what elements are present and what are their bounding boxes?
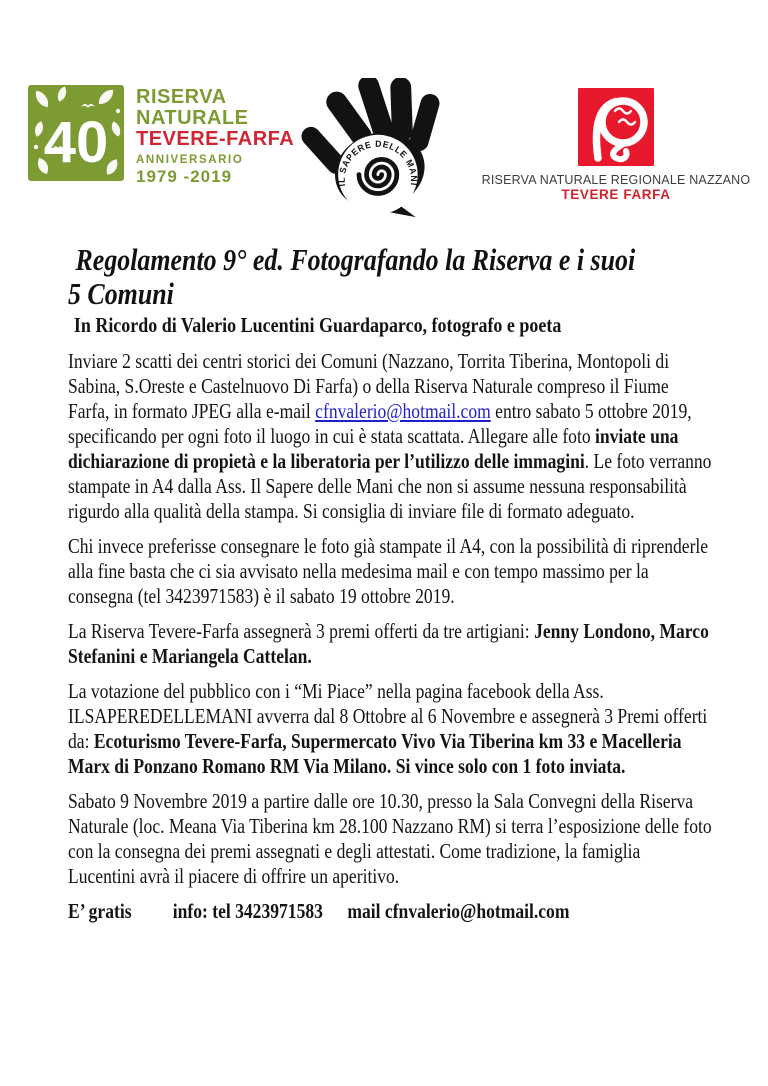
title-line-2: 5 Comuni: [68, 276, 174, 311]
text-run: Chi invece preferisse consegnare le foto già stampate il A4, con la possibilità di riprenderle alla fine basta che ci sia avvisato nella medesima mail e con tempo massimo per la consegna (tel 3423971583) è il sabato 19 ottobre 2019.: [68, 534, 709, 608]
text-run: La Riserva Tevere-Farfa assegnerà 3 premi offerti da tre artigiani:: [68, 619, 535, 643]
hand-arc-text: IL SAPERE DELLE MANI: [336, 138, 420, 188]
logo-text-anniversario: ANNIVERSARIO: [136, 154, 244, 166]
text-run: La votazione del pubblico con i “Mi Piace” nella pagina facebook della Ass. ILSAPEREDELLEMANI avverra dal 8 Ottobre al 6 Novembre e assegnerà 3 Premi offerti da:: [68, 679, 708, 753]
page-title: [68, 243, 712, 311]
email-link[interactable]: cfnvalerio@hotmail.com: [315, 399, 491, 423]
text-run: entro sabato 5 ottobre 2019, specificando per ogni foto il luogo in cui è stata scattata. Allegare alle foto: [68, 399, 692, 448]
free-entry-label: E’ gratis: [68, 899, 132, 923]
phone-info-label: info: tel 3423971583: [172, 899, 323, 923]
paragraph-public-vote: [68, 679, 712, 779]
logo-40-number: 40: [43, 110, 109, 175]
logo-text-tevere-farfa: TEVERE-FARFA: [136, 128, 295, 150]
document-content: [68, 243, 712, 924]
footer-info-line: [68, 899, 712, 924]
anniversary-40-icon: [28, 85, 124, 187]
il-sapere-delle-mani-logo: [300, 78, 452, 220]
riserva-nazzano-logo: [480, 88, 752, 202]
riserva-40-logo: [28, 85, 294, 187]
title-line-1: Regolamento 9° ed. Fotografando la Riserva e i suoi: [75, 242, 636, 277]
text-run: . Le foto verranno stampate in A4 dalla Ass. Il Sapere delle Mani che non si assume nessuna responsabilità rigurdo alla qualità della stampa. Si consiglia di inviare file di formato adeguato.: [68, 449, 712, 523]
logo-caption-tevere-farfa: TEVERE FARFA: [561, 187, 671, 202]
bold-text-run: Ecoturismo Tevere-Farfa, Supermercato Vivo Via Tiberina km 33 e Macelleria Marx di Ponzano Romano RM Via Milano. Si vince solo con 1 foto inviata.: [68, 729, 682, 778]
text-run: Sabato 9 Novembre 2019 a partire dalle ore 10.30, presso la Sala Convegni della Riserva Naturale (loc. Meana Via Tiberina km 28.100 Nazzano RM) si terra l’esposizione delle foto con la consegna dei premi assegnati e degli attestati. Come tradizione, la famiglia Lucentini avrà il piacere di offrire un aperitivo.: [68, 789, 712, 888]
hand-spiral-icon: [300, 78, 452, 220]
paragraph-submission-rules: [68, 349, 712, 524]
logo-text-riserva: RISERVA: [136, 86, 227, 108]
riserva-40-logo-text: [136, 85, 294, 187]
text-run: Inviare 2 scatti dei centri storici dei Comuni (Nazzano, Torrita Tiberina, Montopoli di Sabina, S.Oreste e Castelnuovo Di Farfa) o della Riserva Naturale compreso il Fiume Farfa, in formato JPEG alla e-mail: [68, 349, 670, 423]
r-wave-logo-icon: [480, 88, 752, 166]
paragraph-printed-delivery: [68, 534, 712, 609]
logo-text-years: 1979 -2019: [136, 167, 233, 186]
paragraph-award-ceremony: [68, 789, 712, 889]
mail-info-label: mail cfnvalerio@hotmail.com: [347, 899, 570, 923]
bold-text-run: Jenny Londono, Marco Stefanini e Mariangela Cattelan.: [68, 619, 709, 668]
paragraph-reserve-prizes: [68, 619, 712, 669]
logo-text-naturale: NATURALE: [136, 107, 249, 129]
bold-text-run: inviate una dichiarazione di propietà e la liberatoria per l’utilizzo delle immagini: [68, 424, 679, 473]
page-subtitle: In Ricordo di Valerio Lucentini Guardaparco, fotografo e poeta: [73, 313, 562, 337]
logo-caption-nazzano: RISERVA NATURALE REGIONALE NAZZANO: [481, 173, 751, 187]
